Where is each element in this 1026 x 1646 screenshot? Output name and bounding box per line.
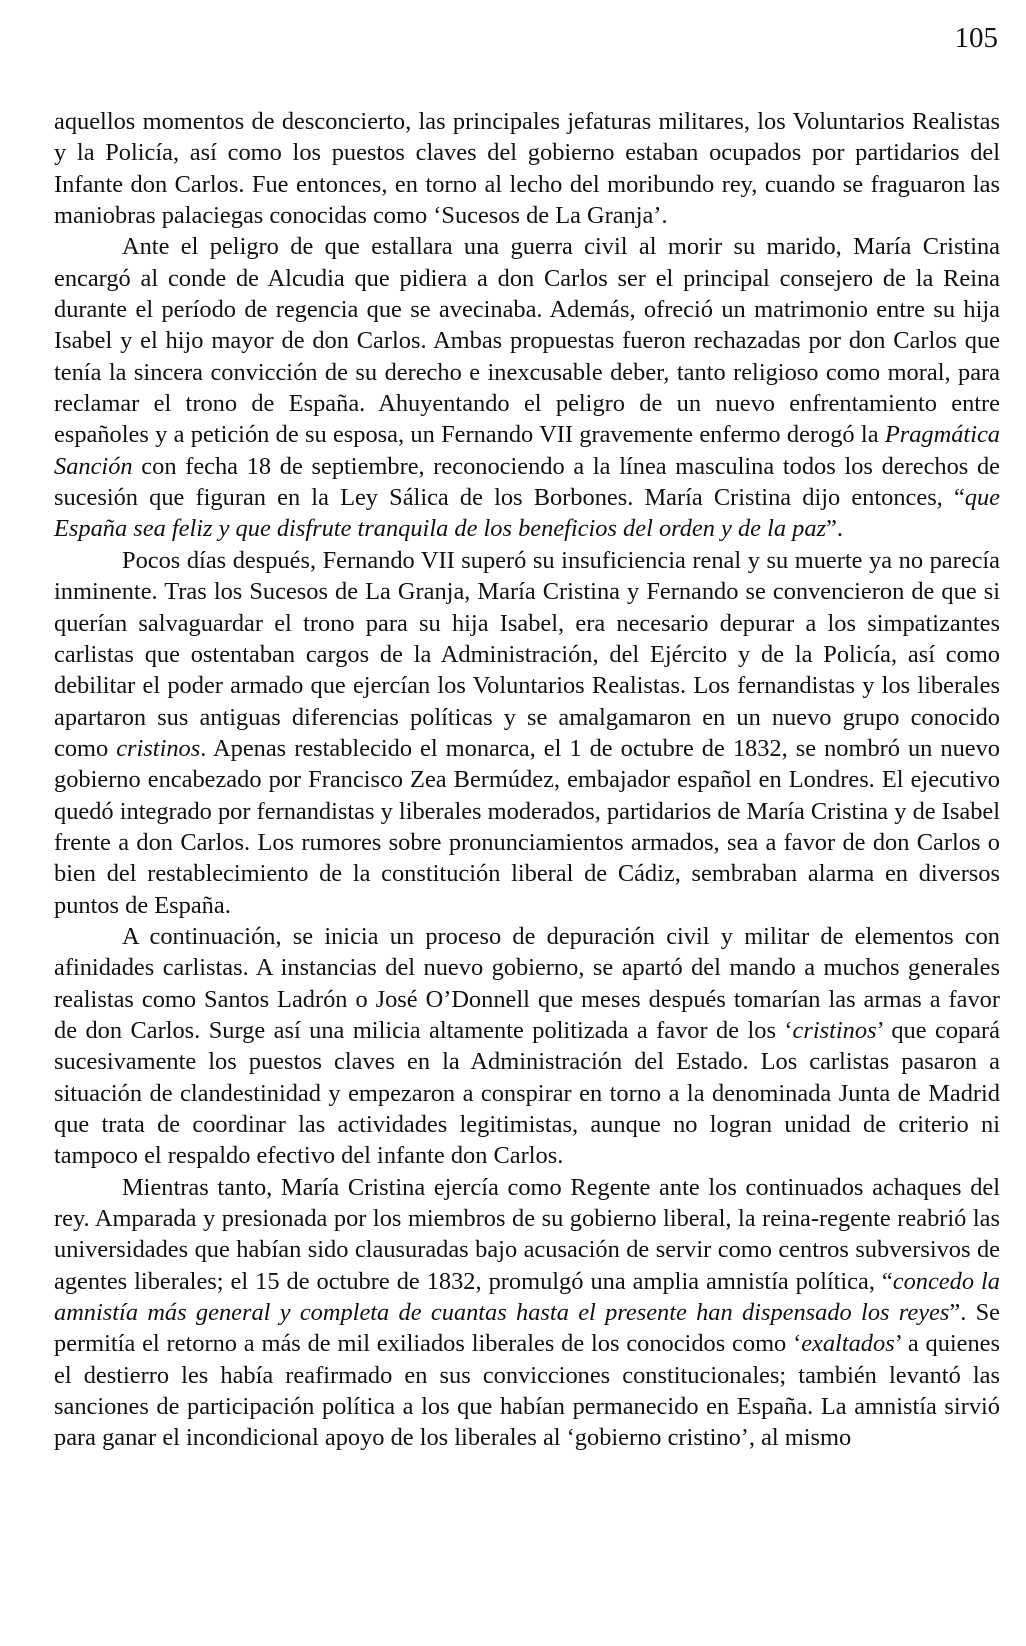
text-run: aquellos momentos de desconcierto, las principales jefaturas militares, los Voluntarios Realistas y la Policía, así como los puestos claves del gobierno estaban ocupados por partidarios del Infante don Carlos. Fue entonces, en torno al lecho del moribundo rey, cuando se fraguaron las maniobras palaciegas conocidas como ‘Sucesos de La Granja’. [54, 108, 1000, 230]
italic-text: Pragmática Sanción [54, 421, 1000, 480]
italic-text: exaltados [801, 1330, 895, 1358]
italic-text: que España sea feliz y que disfrute tranquila de los beneficios del orden y de la paz [54, 484, 1000, 543]
text-run: Pocos días después, Fernando VII superó su insuficiencia renal y su muerte ya no parecía inminente. Tras los Sucesos de La Granja, María Cristina y Fernando se convencieron de que si querían salvaguardar el trono para su hija Isabel, era necesario depurar a los simpatizantes carlistas que ostentaban cargos de la Administración, del Ejército y de la Policía, así como debilitar el poder armado que ejercían los Voluntarios Realistas. Los fernandistas y los liberales apartaron sus antiguas diferencias políticas y se amalgamaron en un nuevo grupo conocido como [54, 546, 1000, 762]
text-run: Ante el peligro de que estallara una guerra civil al morir su marido, María Cristina encargó al conde de Alcudia que pidiera a don Carlos ser el principal consejero de la Reina durante el período de regencia que se avecinaba. Además, ofreció un matrimonio entre su hija Isabel y el hijo mayor de don Carlos. Ambas propuestas fueron rechazadas por don Carlos que tenía la sincera convicción de su derecho e inexcusable deber, tanto religioso como moral, para reclamar el trono de España. Ahuyentando el peligro de un nuevo enfrentamiento entre españoles y a petición de su esposa, un Fernando VII gravemente enfermo derogó la [54, 233, 1000, 449]
paragraph [54, 921, 1000, 1172]
paragraph [54, 231, 1000, 544]
text-run: ”. [826, 515, 843, 543]
text-run: con fecha 18 de septiembre, reconociendo a la línea masculina todos los derechos de sucesión que figuran en la Ley Sálica de los Borbones. María Cristina dijo entonces, “ [54, 452, 1000, 512]
text-run: ’ que copará sucesivamente los puestos claves en la Administración del Estado. Los carlistas pasaron a situación de clandestinidad y empezaron a conspirar en torno a la denominada Junta de Madrid que trata de coordinar las actividades legitimistas, aunque no logran unidad de criterio ni tampoco el respaldo efectivo del infante don Carlos. [54, 1016, 1000, 1170]
paragraph [54, 106, 1000, 231]
paragraph [54, 1172, 1000, 1454]
italic-text: cristinos [116, 734, 201, 762]
text-run: ’ a quienes el destierro les había reafirmado en sus convicciones constitucionales; también levantó las sanciones de participación política a los que habían permanecido en España. La amnistía sirvió para ganar el incondicional apoyo de los liberales al ‘gobierno cristino’, al mismo [54, 1330, 1001, 1452]
paragraph [54, 545, 1000, 921]
text-run: A continuación, se inicia un proceso de depuración civil y militar de elementos con afinidades carlistas. A instancias del nuevo gobierno, se apartó del mando a muchos generales realistas como Santos Ladrón o José O’Donnell que meses después tomarían las armas a favor de don Carlos. Surge así una milicia altamente politizada a favor de los ‘ [54, 922, 1000, 1044]
text-run: . Apenas restablecido el monarca, el 1 de octubre de 1832, se nombró un nuevo gobierno encabezado por Francisco Zea Bermúdez, embajador español en Londres. El ejecutivo quedó integrado por fernandistas y liberales moderados, partidarios de María Cristina y de Isabel frente a don Carlos. Los rumores sobre pronunciamientos armados, sea a favor de don Carlos o bien del restablecimiento de la constitución liberal de Cádiz, sembraban alarma en diversos puntos de España. [54, 734, 1000, 919]
italic-text: concedo la amnistía más general y completa de cuantas hasta el presente han dispensado los reyes [54, 1267, 1000, 1327]
italic-text: cristinos [792, 1016, 877, 1044]
body-text [54, 106, 1000, 1454]
text-run: Mientras tanto, María Cristina ejercía como Regente ante los continuados achaques del rey. Amparada y presionada por los miembros de su gobierno liberal, la reina-regente reabrió las universidades que habían sido clausuradas bajo acusación de servir como centros subversivos de agentes liberales; el 15 de octubre de 1832, promulgó una amplia amnistía política, “ [54, 1173, 1000, 1295]
page-number: 105 [954, 22, 998, 54]
text-run: ”. Se permitía el retorno a más de mil exiliados liberales de los conocidos como ‘ [54, 1299, 1000, 1358]
